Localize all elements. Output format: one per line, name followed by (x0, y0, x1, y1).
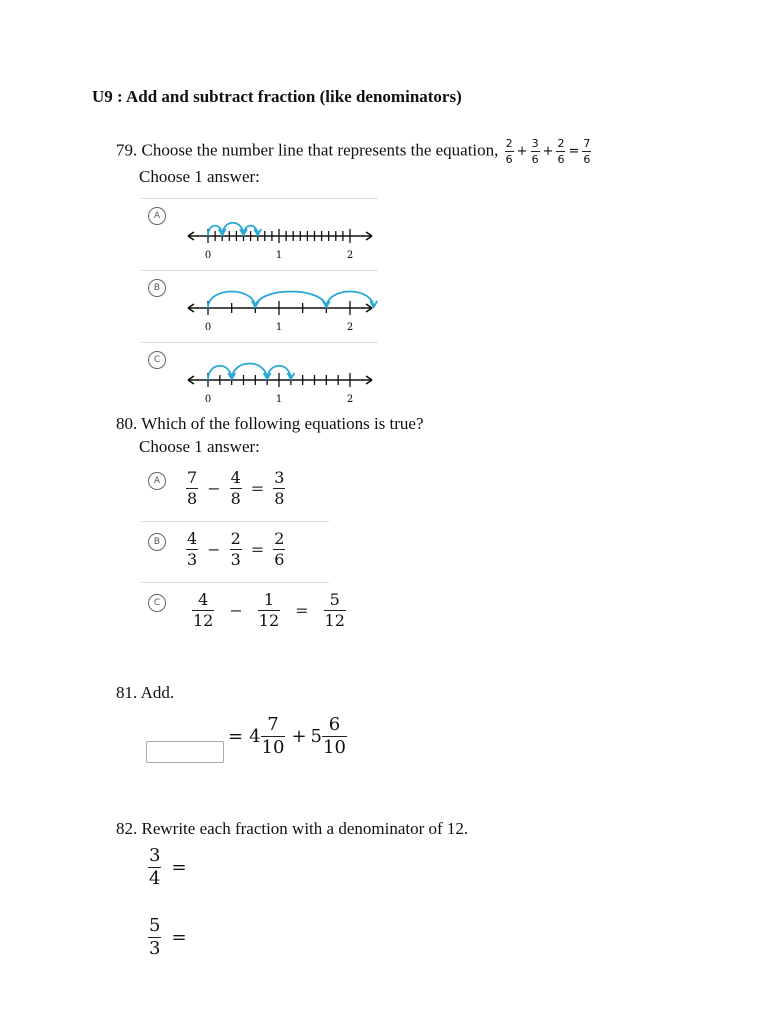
number-line-c (180, 350, 380, 408)
fraction: $\frac{5}{3}$ (149, 915, 161, 959)
radio-button[interactable]: B (148, 279, 166, 297)
number-line-group (188, 292, 377, 316)
divider (141, 521, 329, 522)
equation-79 (505, 137, 592, 166)
divider (141, 198, 378, 199)
fraction: $\frac{7}{10}$ (261, 714, 285, 758)
number-line-group (188, 364, 372, 388)
jump-arc (255, 292, 326, 309)
whole-number: 5 (310, 726, 322, 747)
question-text: Add. (140, 683, 175, 702)
divider (141, 582, 329, 583)
fraction: $\frac{3}{8}$ (274, 468, 285, 508)
plus-sign: + (291, 726, 307, 747)
equation-a-80 (186, 470, 285, 507)
option-b-80[interactable] (148, 533, 166, 551)
number-line-b (180, 278, 380, 336)
equation-b-80 (186, 531, 285, 568)
fraction: $\frac{3}{6}$ (531, 137, 539, 166)
radio-button[interactable]: C (148, 351, 166, 369)
radio-button[interactable]: B (148, 533, 166, 551)
choose-label: Choose 1 answer: (139, 437, 260, 456)
question-text: Choose the number line that represents the equation, (141, 140, 499, 160)
fraction: $\frac{2}{6}$ (274, 529, 285, 569)
question-80 (116, 414, 424, 434)
fraction: $\frac{6}{10}$ (323, 714, 346, 758)
tick-label: 2 (346, 322, 354, 333)
question-number: 79. (116, 140, 138, 160)
radio-button[interactable]: A (148, 472, 166, 490)
option-c-79[interactable] (148, 351, 166, 369)
equals-sign: = (171, 857, 187, 878)
tick-label: 0 (204, 394, 212, 405)
equals-sign: = (250, 479, 265, 498)
minus-sign: − (207, 540, 221, 559)
choose-label: Choose 1 answer: (139, 167, 260, 186)
unit-title: U9 : Add and subtract fraction (like denominators) (92, 87, 462, 106)
answer-input[interactable] (146, 741, 224, 763)
fraction-item-2 (148, 917, 187, 958)
fraction: $\frac{2}{3}$ (230, 529, 241, 569)
equation-c-80 (186, 592, 352, 629)
radio-button[interactable]: A (148, 207, 166, 225)
question-79 (116, 138, 591, 165)
equation-81 (228, 716, 347, 757)
fraction: $\frac{4}{3}$ (187, 529, 198, 569)
divider (141, 270, 378, 271)
fraction: $\frac{7}{6}$ (583, 137, 591, 166)
tick-label: 2 (346, 394, 354, 405)
question-number: 81. (116, 683, 138, 702)
fraction: $\frac{2}{6}$ (557, 137, 565, 166)
option-a-80[interactable] (148, 472, 166, 490)
minus-sign: − (229, 601, 243, 620)
fraction: $\frac{7}{8}$ (187, 468, 198, 508)
question-number: 80. (116, 414, 138, 433)
fraction: $\frac{3}{4}$ (149, 845, 161, 889)
fraction: $\frac{2}{6}$ (505, 137, 513, 166)
question-text: Rewrite each fraction with a denominator of 12. (141, 819, 469, 838)
option-a-79[interactable] (148, 207, 166, 225)
question-82 (116, 819, 468, 839)
divider (141, 342, 378, 343)
tick-label: 2 (346, 250, 354, 261)
question-text: Which of the following equations is true? (141, 414, 424, 433)
option-c-80[interactable] (148, 594, 166, 612)
radio-button[interactable]: C (148, 594, 166, 612)
tick-label: 0 (204, 250, 212, 261)
fraction: $\frac{4}{12}$ (193, 590, 214, 630)
equals-sign: = (171, 927, 187, 948)
question-81 (116, 683, 174, 703)
tick-label: 1 (275, 322, 283, 333)
operator: + (542, 144, 554, 159)
operator: = (568, 144, 580, 159)
whole-number: 4 (249, 726, 261, 747)
fraction: $\frac{1}{12}$ (258, 590, 280, 630)
fraction: $\frac{5}{12}$ (324, 590, 345, 630)
operator: + (516, 144, 528, 159)
tick-label: 1 (275, 250, 283, 261)
minus-sign: − (207, 479, 221, 498)
equals-sign: = (228, 726, 244, 747)
option-b-79[interactable] (148, 279, 166, 297)
number-line-group (188, 223, 372, 243)
tick-label: 1 (275, 394, 283, 405)
fraction: $\frac{4}{8}$ (230, 468, 241, 508)
question-number: 82. (116, 819, 138, 838)
equals-sign: = (250, 540, 265, 559)
jump-arc (232, 364, 267, 381)
tick-label: 0 (204, 322, 212, 333)
equals-sign: = (295, 601, 309, 620)
fraction-item-1 (148, 847, 187, 888)
number-line-a (180, 206, 380, 264)
